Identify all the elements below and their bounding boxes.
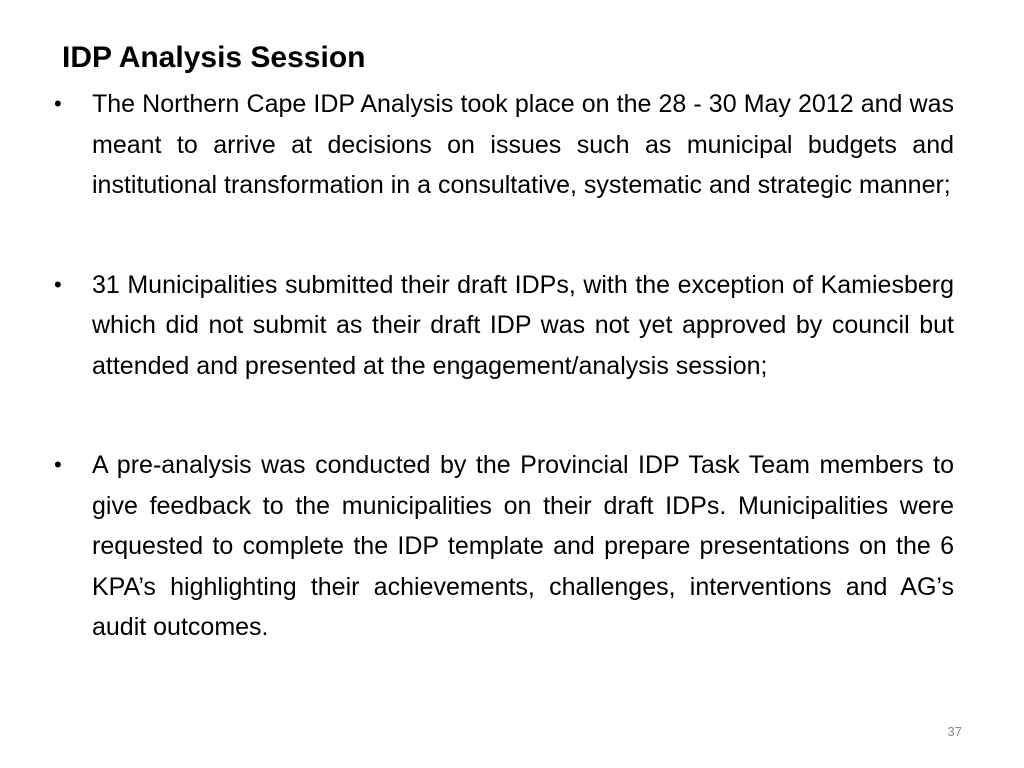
bullet-point-icon: • (54, 271, 62, 297)
bullet-list (54, 84, 954, 648)
bullet-text: The Northern Cape IDP Analysis took place on the 28 - 30 May 2012 and was meant to arrive at decisions on issues such as municipal budgets and institutional transformation in a consultative, systematic and strategic manner; (92, 90, 954, 199)
slide-page-number: 37 (947, 724, 962, 739)
bullet-point-icon: • (54, 91, 62, 116)
bullet-text: 31 Municipalities submitted their draft IDPs, with the exception of Kamiesberg which did not submit as their draft IDP was not yet approved by council but attended and presented at the engagement/analysis session; (92, 270, 954, 380)
bullet-item (54, 445, 954, 648)
bullet-item (54, 265, 954, 387)
bullet-text: A pre-analysis was conducted by the Provincial IDP Task Team members to give feedback to the municipalities on their draft IDPs. Municipalities were requested to complete the IDP template and prepare presentations on the 6 KPA’s highlighting their achievements, challenges, interventions and AG’s audit outcomes. (92, 451, 954, 641)
bullet-item (54, 84, 954, 206)
bullet-point-icon: • (54, 452, 62, 477)
slide-title: IDP Analysis Session (62, 41, 366, 74)
